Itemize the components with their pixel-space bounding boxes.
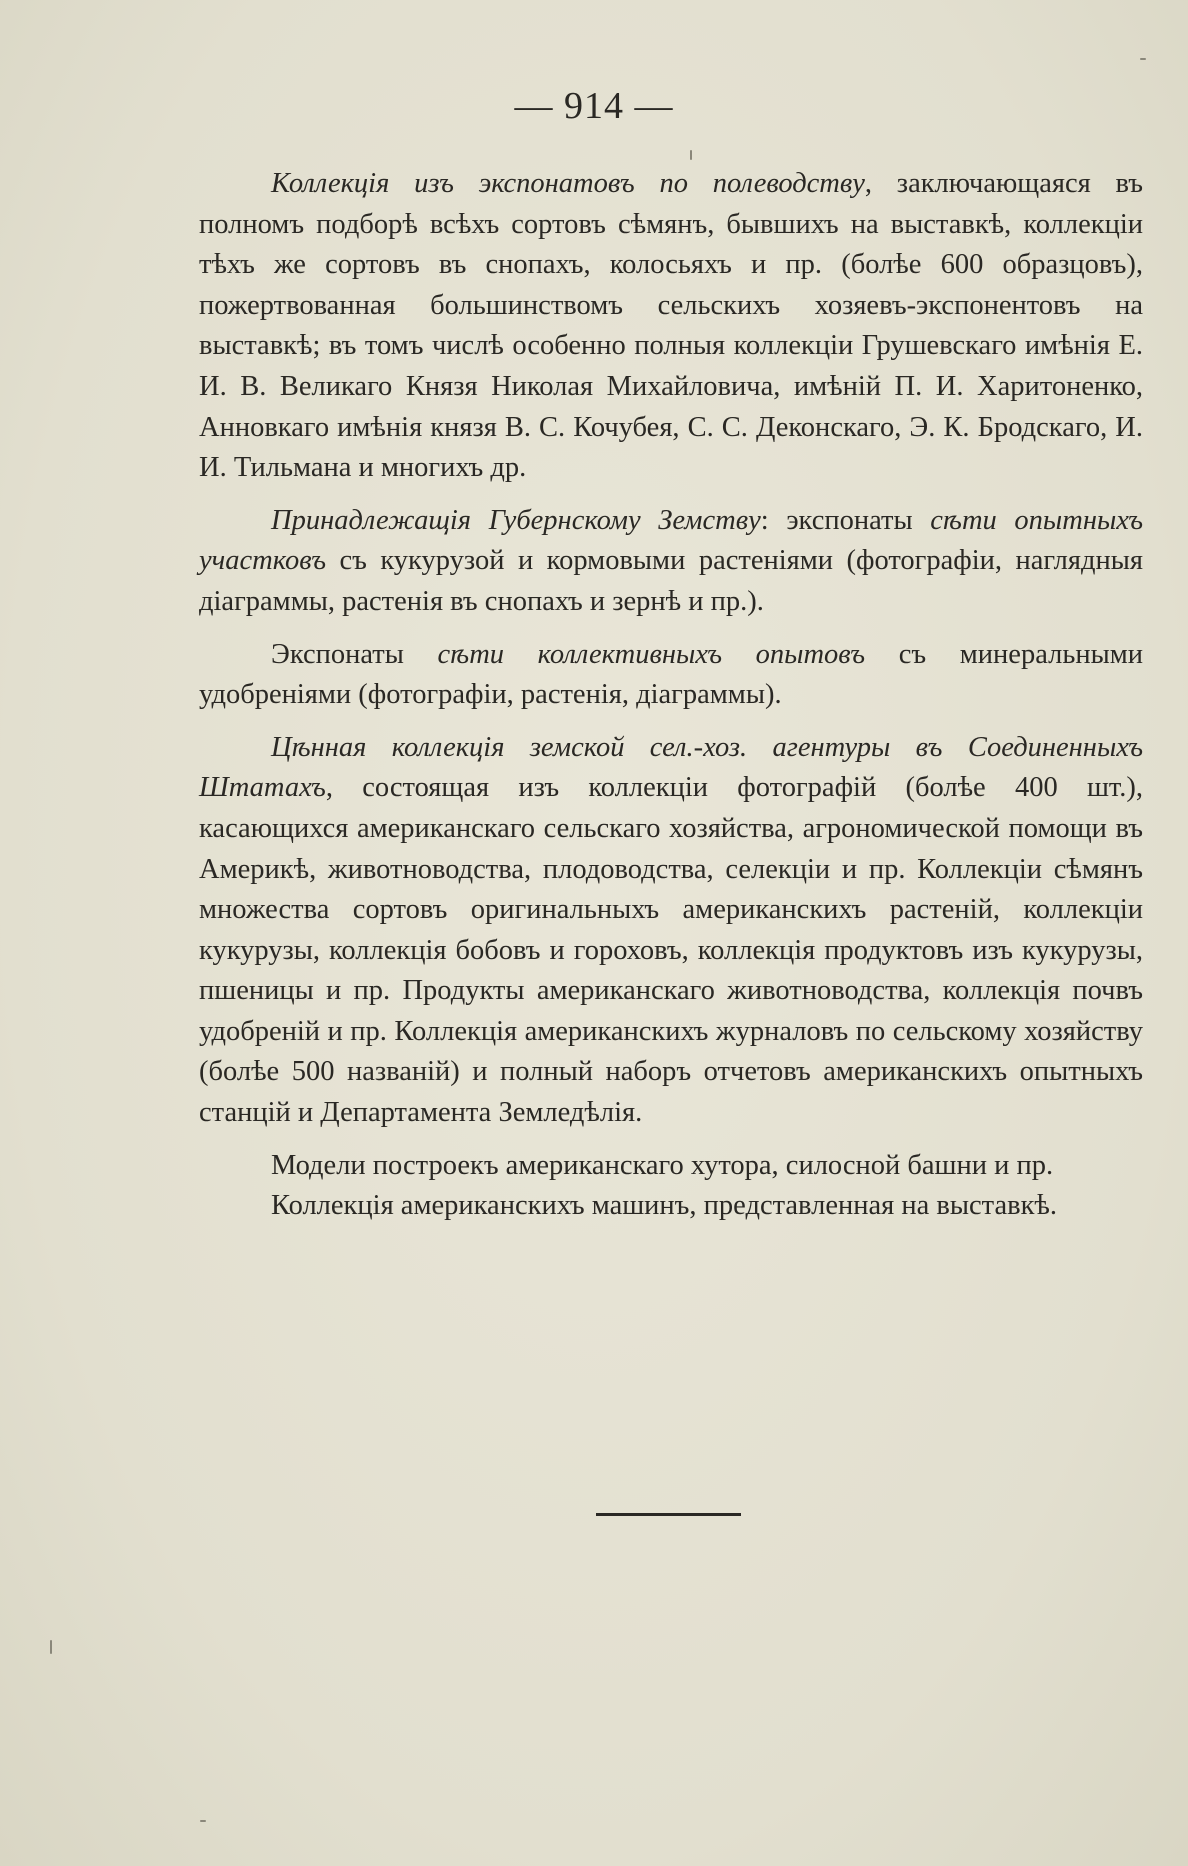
paragraph-3-text-continued: съ минеральными удобреніями (фотографіи, растенія, діаграммы). — [199, 638, 1144, 711]
paragraph-collective-experiments — [199, 635, 1143, 716]
paragraph-2-text-continued: съ кукурузой и кормовыми растеніями (фотографіи, наглядныя діаграммы, растенія въ снопахъ и зернѣ и пр.). — [199, 545, 1143, 617]
paragraph-3-text: Экспонаты — [271, 638, 438, 670]
paragraph-provincial-zemstvo — [199, 501, 1143, 623]
paragraph-2-heading: Принадлежащія Губернскому Земству — [271, 504, 761, 536]
closing-rule — [596, 1513, 741, 1516]
paragraph-american-machines — [199, 1186, 1143, 1227]
paragraph-1-text: , заключающаяся въ полномъ подборѣ всѣхъ сортовъ сѣмянъ, бывшихъ на выставкѣ, коллекціи тѣхъ же сортовъ въ снопахъ, колосьяхъ и пр. (болѣе 600 образцовъ), пожертвованная большинствомъ сельскихъ хозяевъ-экспонентовъ на выставкѣ; въ томъ числѣ особенно полныя коллекціи Грушевскаго имѣнія Е. И. В. Великаго Князя Николая Михайловича, имѣній П. И. Харитоненко, Анновкаго имѣнія князя В. С. Кочубея, С. С. Деконскаго, Э. К. Бродскаго, И. И. Тильмана и многихъ др. — [199, 168, 1144, 484]
paragraph-2-emphasis: сѣти опытныхъ участковъ — [199, 504, 1143, 577]
paper-speck — [50, 1640, 52, 1654]
paragraph-1-heading: Коллекція изъ экспонатовъ по полеводству — [271, 168, 865, 199]
paragraph-3-emphasis: сѣти коллективныхъ опытовъ — [437, 638, 866, 670]
paragraph-farm-models — [199, 1146, 1143, 1187]
paragraph-4-heading: Цѣнная коллекція земской сел.-хоз. агентуры въ Соединенныхъ Штатахъ — [199, 731, 1143, 804]
paragraph-field-crops-collection — [199, 164, 1143, 489]
paper-speck — [200, 1820, 206, 1822]
body-text — [199, 164, 1143, 1227]
paper-speck — [690, 150, 692, 160]
paragraph-5-text: Модели построекъ американскаго хутора, силосной башни и пр. — [271, 1149, 1054, 1181]
page-number: — 914 — — [514, 85, 674, 127]
paragraph-2-text: : экспонаты — [760, 504, 931, 536]
paragraph-4-text: , состоящая изъ коллекціи фотографій (болѣе 400 шт.), касающихся американскаго сельскаго хозяйства, агрономической помощи въ Америкѣ, животноводства, плодоводства, селекціи и пр. Коллекціи сѣмянъ множества сортовъ оригинальныхъ американскихъ растеній, коллекціи кукурузы, коллекція бобовъ и гороховъ, коллекція продуктовъ изъ кукурузы, пшеницы и пр. Продукты американскаго животноводства, коллекція почвъ удобреній и пр. Коллекція американскихъ журналовъ по сельскому хозяйству (болѣе 500 названій) и полный наборъ отчетовъ американскихъ опытныхъ станцій и Департамента Земледѣлія. — [199, 772, 1143, 1129]
paragraph-american-agency — [199, 728, 1143, 1134]
paper-speck — [1140, 58, 1146, 60]
paragraph-6-text: Коллекція американскихъ машинъ, представленная на выставкѣ. — [271, 1190, 1058, 1222]
